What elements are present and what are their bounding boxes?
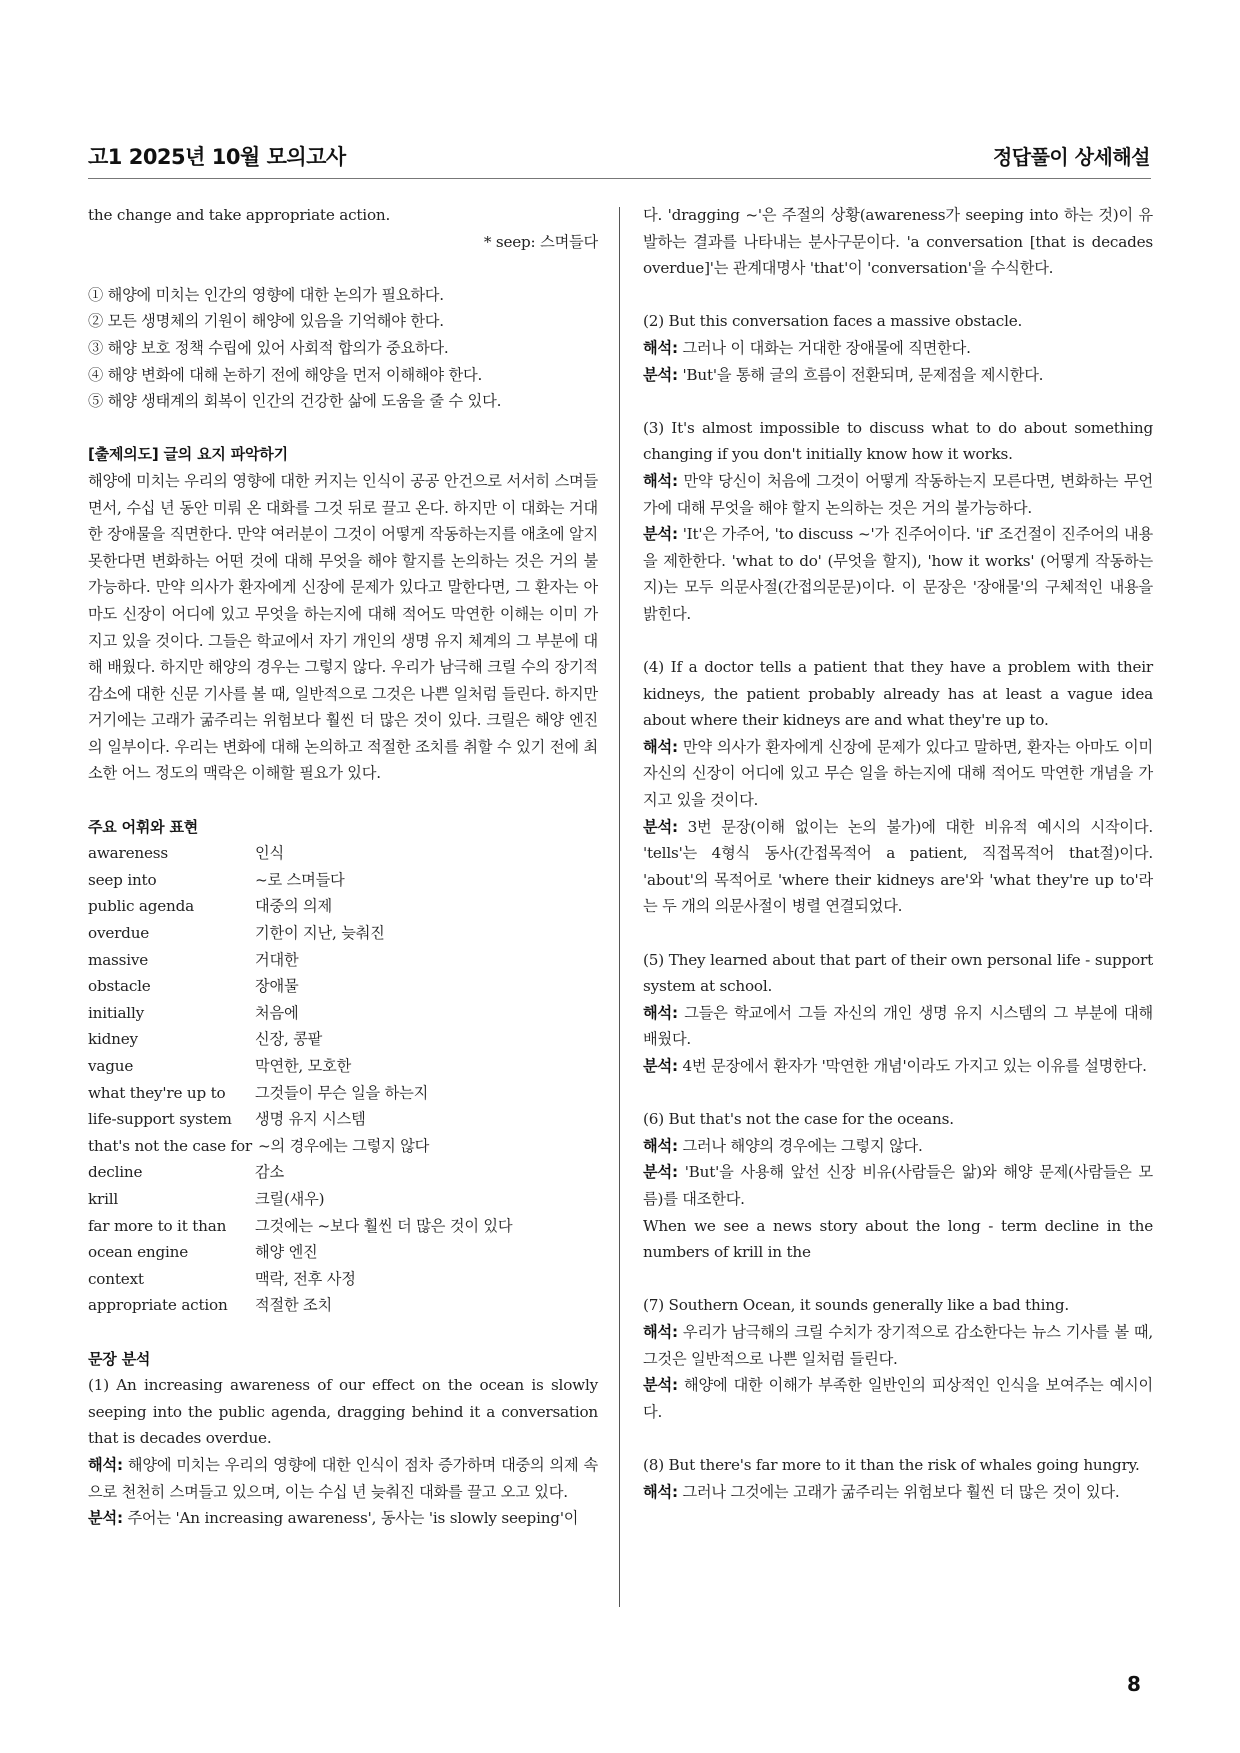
- right-column: [643, 202, 1153, 1505]
- vocab-meaning: 크릴(새우): [255, 1189, 325, 1208]
- answer-choices: [88, 282, 598, 415]
- vocab-term: far more to it than: [88, 1216, 227, 1235]
- choice-2: ② 모든 생명체의 기원이 해양에 있음을 기억해야 한다.: [88, 312, 444, 331]
- sentence-1-english: (1) An increasing awareness of our effect on the ocean is slowly seeping into the public agenda, dragging behind it a conversation that is decades overdue.: [88, 1376, 598, 1448]
- translation-text: 만약 당신이 처음에 그것이 어떻게 작동하는지 모른다면, 변화하는 무언가에 대해 무엇을 해야 할지 논의하는 것은 거의 불가능하다.: [643, 471, 1153, 517]
- sentence-english: (4) If a doctor tells a patient that they have a problem with their kidneys, the patient probably already has at least a vague idea about where their kidneys are and what they're up to.: [643, 658, 1153, 730]
- vocab-term: seep into: [88, 870, 157, 889]
- analysis-text: 3번 문장(이해 없이는 논의 불가)에 대한 비유적 예시의 시작이다. 'tells'는 4형식 동사(간접목적어 a patient, 직접목적어 that절)이다. 'about'의 목적어로 'where their kidneys are'와 'what they're up to'라는 두 개의 의문사절이 병렬 연결되었다.: [643, 817, 1153, 916]
- vocab-term: appropriate action: [88, 1296, 228, 1315]
- sentence-analysis-section: [88, 1346, 598, 1532]
- vocab-heading: 주요 어휘와 표현: [88, 817, 199, 836]
- sentence-english: (2) But this conversation faces a massive obstacle.: [643, 312, 1023, 331]
- vocab-term: massive: [88, 950, 149, 969]
- analysis-text: 주어는 'An increasing awareness', 동사는 'is slowly seeping'이: [122, 1509, 579, 1528]
- vocab-item: [88, 1239, 598, 1266]
- translation-label: 해석:: [643, 471, 678, 490]
- translation-label: 해석:: [643, 737, 678, 756]
- vocab-meaning: 신장, 콩팥: [255, 1030, 323, 1049]
- sentence-block-6: [643, 1106, 1153, 1266]
- analysis-text: 'But'을 통해 글의 흐름이 전환되며, 문제점을 제시한다.: [677, 365, 1044, 384]
- vocab-item: [88, 1026, 598, 1053]
- analysis-text: 'But'을 사용해 앞선 신장 비유(사람들은 앎)와 해양 문제(사람들은 모름)를 대조한다.: [643, 1163, 1153, 1208]
- vocab-term: decline: [88, 1163, 143, 1182]
- vocab-section: [88, 814, 598, 1319]
- header-divider: [88, 178, 1151, 179]
- vocab-item: [88, 973, 598, 1000]
- vocab-term: krill: [88, 1189, 119, 1208]
- vocab-item: [88, 1000, 598, 1027]
- sentence-block-3: [643, 415, 1153, 628]
- page-number: 8: [1127, 1672, 1141, 1696]
- sentence-english-extra: When we see a news story about the long - term decline in the numbers of krill in the: [643, 1216, 1153, 1262]
- analysis-label: 분석:: [643, 817, 678, 836]
- document-subtitle: 정답풀이 상세해설: [992, 145, 1150, 169]
- sentence-english: (7) Southern Ocean, it sounds generally like a bad thing.: [643, 1296, 1070, 1315]
- translation-label: 해석:: [88, 1455, 123, 1474]
- vocab-term: obstacle: [88, 977, 151, 996]
- vocab-item: [88, 947, 598, 974]
- vocab-meaning: 기한이 지난, 늦춰진: [255, 924, 385, 943]
- vocab-meaning: 해양 엔진: [255, 1243, 318, 1262]
- choice-1: ① 해양에 미치는 인간의 영향에 대한 논의가 필요하다.: [88, 285, 444, 304]
- vocab-term: context: [88, 1269, 144, 1288]
- translation-text: 만약 의사가 환자에게 신장에 문제가 있다고 말하면, 환자는 아마도 이미 자신의 신장이 어디에 있고 무슨 일을 하는지에 대해 적어도 막연한 개념을 가지고 있을 것이다.: [643, 737, 1153, 810]
- choice-5: ⑤ 해양 생태계의 회복이 인간의 건강한 삶에 도움을 줄 수 있다.: [88, 392, 502, 411]
- vocab-item: [88, 1292, 598, 1319]
- vocab-meaning: 처음에: [255, 1003, 299, 1022]
- left-column: [88, 202, 598, 1532]
- vocab-term: overdue: [88, 924, 150, 943]
- vocab-meaning: 적절한 조치: [255, 1296, 332, 1315]
- sentence-english: (3) It's almost impossible to discuss what to do about something changing if you don't initially know how it works.: [643, 418, 1153, 464]
- intent-section: [88, 441, 598, 787]
- vocab-meaning: 대중의 의제: [255, 897, 332, 916]
- translation-label: 해석:: [643, 1136, 678, 1155]
- vocab-item: [88, 867, 598, 894]
- vocab-meaning: 맥락, 전후 사정: [255, 1269, 356, 1288]
- sentence-english: (8) But there's far more to it than the risk of whales going hungry.: [643, 1455, 1140, 1474]
- analysis-label: 분석:: [643, 1163, 678, 1182]
- passage-continuation: the change and take appropriate action.: [88, 206, 391, 224]
- vocab-item: [88, 893, 598, 920]
- sentence-block-5: [643, 947, 1153, 1080]
- sentence-block-4: [643, 654, 1153, 920]
- vocab-term: that's not the case for: [88, 1136, 252, 1155]
- vocab-item: [88, 1133, 598, 1160]
- vocab-term: ocean engine: [88, 1243, 189, 1262]
- vocab-item: [88, 1266, 598, 1293]
- choice-4: ④ 해양 변화에 대해 논하기 전에 해양을 먼저 이해해야 한다.: [88, 365, 483, 384]
- vocab-meaning: ~의 경우에는 그렇지 않다: [258, 1136, 430, 1155]
- vocab-item: [88, 1186, 598, 1213]
- sentence-1-analysis: [88, 1505, 598, 1532]
- analysis-text: 해양에 대한 이해가 부족한 일반인의 피상적인 인식을 보여주는 예시이다.: [643, 1376, 1153, 1421]
- translation-label: 해석:: [643, 1003, 678, 1022]
- analysis-label: 분석:: [643, 525, 678, 544]
- vocab-meaning: 막연한, 모호한: [255, 1057, 352, 1075]
- sentence-english: (5) They learned about that part of their own personal life - support system at school.: [643, 950, 1153, 996]
- translation-text: 그들은 학교에서 그들 자신의 개인 생명 유지 시스템의 그 부분에 대해 배웠다.: [643, 1003, 1153, 1049]
- analysis-text: 4번 문장에서 환자가 '막연한 개념'이라도 가지고 있는 이유를 설명한다.: [677, 1057, 1147, 1075]
- vocab-meaning: 거대한: [255, 950, 299, 969]
- sentence-block-2: [643, 308, 1153, 388]
- intent-heading: [출제의도] 글의 요지 파악하기: [88, 445, 288, 464]
- document-title: 고1 2025년 10월 모의고사: [88, 145, 346, 169]
- vocab-term: kidney: [88, 1030, 138, 1049]
- translation-label: 해석:: [643, 1322, 678, 1341]
- analysis-heading: 문장 분석: [88, 1349, 151, 1368]
- translation-text: 그러나 이 대화는 거대한 장애물에 직면한다.: [677, 338, 971, 357]
- translation-text: 우리가 남극해의 크릴 수치가 장기적으로 감소한다는 뉴스 기사를 볼 때, 그것은 일반적으로 나쁜 일처럼 들린다.: [643, 1322, 1153, 1368]
- translation-text: 그러나 해양의 경우에는 그렇지 않다.: [677, 1136, 923, 1155]
- vocab-item: [88, 1080, 598, 1107]
- column-divider: [619, 207, 620, 1607]
- analysis-label: 분석:: [88, 1509, 123, 1528]
- vocab-term: awareness: [88, 844, 168, 863]
- vocab-meaning: 감소: [255, 1163, 284, 1182]
- choice-3: ③ 해양 보호 정책 수립에 있어 사회적 합의가 중요하다.: [88, 338, 449, 357]
- sentence-block-7: [643, 1292, 1153, 1425]
- vocab-meaning: 인식: [255, 844, 284, 863]
- vocab-term: public agenda: [88, 897, 194, 916]
- analysis-label: 분석:: [643, 365, 678, 384]
- analysis-text: 'It'은 가주어, 'to discuss ~'가 진주어이다. 'if' 조건절이 진주어의 내용을 제한한다. 'what to do' (무엇을 할지), 'how it works' (어떻게 작동하는지)는 모두 의문사절(간접의문문)이다. 이 문장은 '장애물'의 구체적인 내용을 밝힌다.: [643, 525, 1153, 623]
- translation-label: 해석:: [643, 1482, 678, 1501]
- vocab-term: life-support system: [88, 1110, 232, 1129]
- vocab-item: [88, 1106, 598, 1133]
- sentence-english: (6) But that's not the case for the oceans.: [643, 1110, 954, 1129]
- vocab-meaning: 그것에는 ~보다 훨씬 더 많은 것이 있다: [255, 1216, 513, 1235]
- vocab-item: [88, 1213, 598, 1240]
- vocab-term: what they're up to: [88, 1083, 226, 1102]
- sentence-1-translation: [88, 1452, 598, 1505]
- footnote: * seep: 스며들다: [483, 232, 598, 251]
- vocab-meaning: ~로 스며들다: [255, 870, 345, 889]
- sentence-block-8: [643, 1452, 1153, 1505]
- vocab-meaning: 생명 유지 시스템: [255, 1110, 366, 1129]
- intent-body: 해양에 미치는 우리의 영향에 대한 커지는 인식이 공공 안건으로 서서히 스며들면서, 수십 년 동안 미뤄 온 대화를 그것 뒤로 끌고 온다. 하지만 이 대화는 거대한 장애물을 직면한다. 만약 여러분이 그것이 어떻게 작동하는지를 애초에 알지 못한다면 변화하는 어떤 것에 대해 무엇을 해야 할지를 논의하는 것은 거의 불가능하다. 만약 의사가 환자에게 신장에 문제가 있다고 말한다면, 그 환자는 아마도 신장이 어디에 있고 무엇을 하는지에 대해 적어도 막연한 이해는 이미 가지고 있을 것이다. 그들은 학교에서 자기 개인의 생명 유지 체계의 그 부분에 대해 배웠다. 하지만 해양의 경우는 그렇지 않다. 우리가 남극해 크릴 수의 장기적 감소에 대한 신문 기사를 볼 때, 일반적으로 그것은 나쁜 일처럼 들린다. 하지만 거기에는 고래가 굶주리는 위험보다 훨씬 더 많은 것이 있다. 크릴은 해양 엔진의 일부이다. 우리는 변화에 대해 논의하고 적절한 조치를 취할 수 있기 전에 최소한 어느 정도의 맥락은 이해할 필요가 있다.: [88, 471, 598, 783]
- translation-text: 해양에 미치는 우리의 영향에 대한 인식이 점차 증가하며 대중의 의제 속으로 천천히 스며들고 있으며, 이는 수십 년 늦춰진 대화를 끌고 오고 있다.: [88, 1455, 598, 1501]
- sentence-1-analysis-continued: 다. 'dragging ~'은 주절의 상황(awareness가 seeping into 하는 것)이 유발하는 결과를 나타내는 분사구문이다. 'a conversation [that is decades overdue]'는 관계대명사 'that'이 'conversation'을 수식한다.: [643, 206, 1153, 278]
- analysis-label: 분석:: [643, 1057, 678, 1075]
- vocab-term: initially: [88, 1003, 145, 1022]
- vocab-meaning: 그것들이 무슨 일을 하는지: [255, 1083, 429, 1102]
- analysis-label: 분석:: [643, 1376, 678, 1395]
- vocab-item: [88, 1053, 598, 1080]
- vocab-item: [88, 920, 598, 947]
- vocab-meaning: 장애물: [255, 977, 299, 996]
- vocab-item: [88, 1159, 598, 1186]
- translation-text: 그러나 그것에는 고래가 굶주리는 위험보다 훨씬 더 많은 것이 있다.: [677, 1482, 1120, 1501]
- translation-label: 해석:: [643, 338, 678, 357]
- vocab-term: vague: [88, 1057, 134, 1075]
- vocab-item: [88, 840, 598, 867]
